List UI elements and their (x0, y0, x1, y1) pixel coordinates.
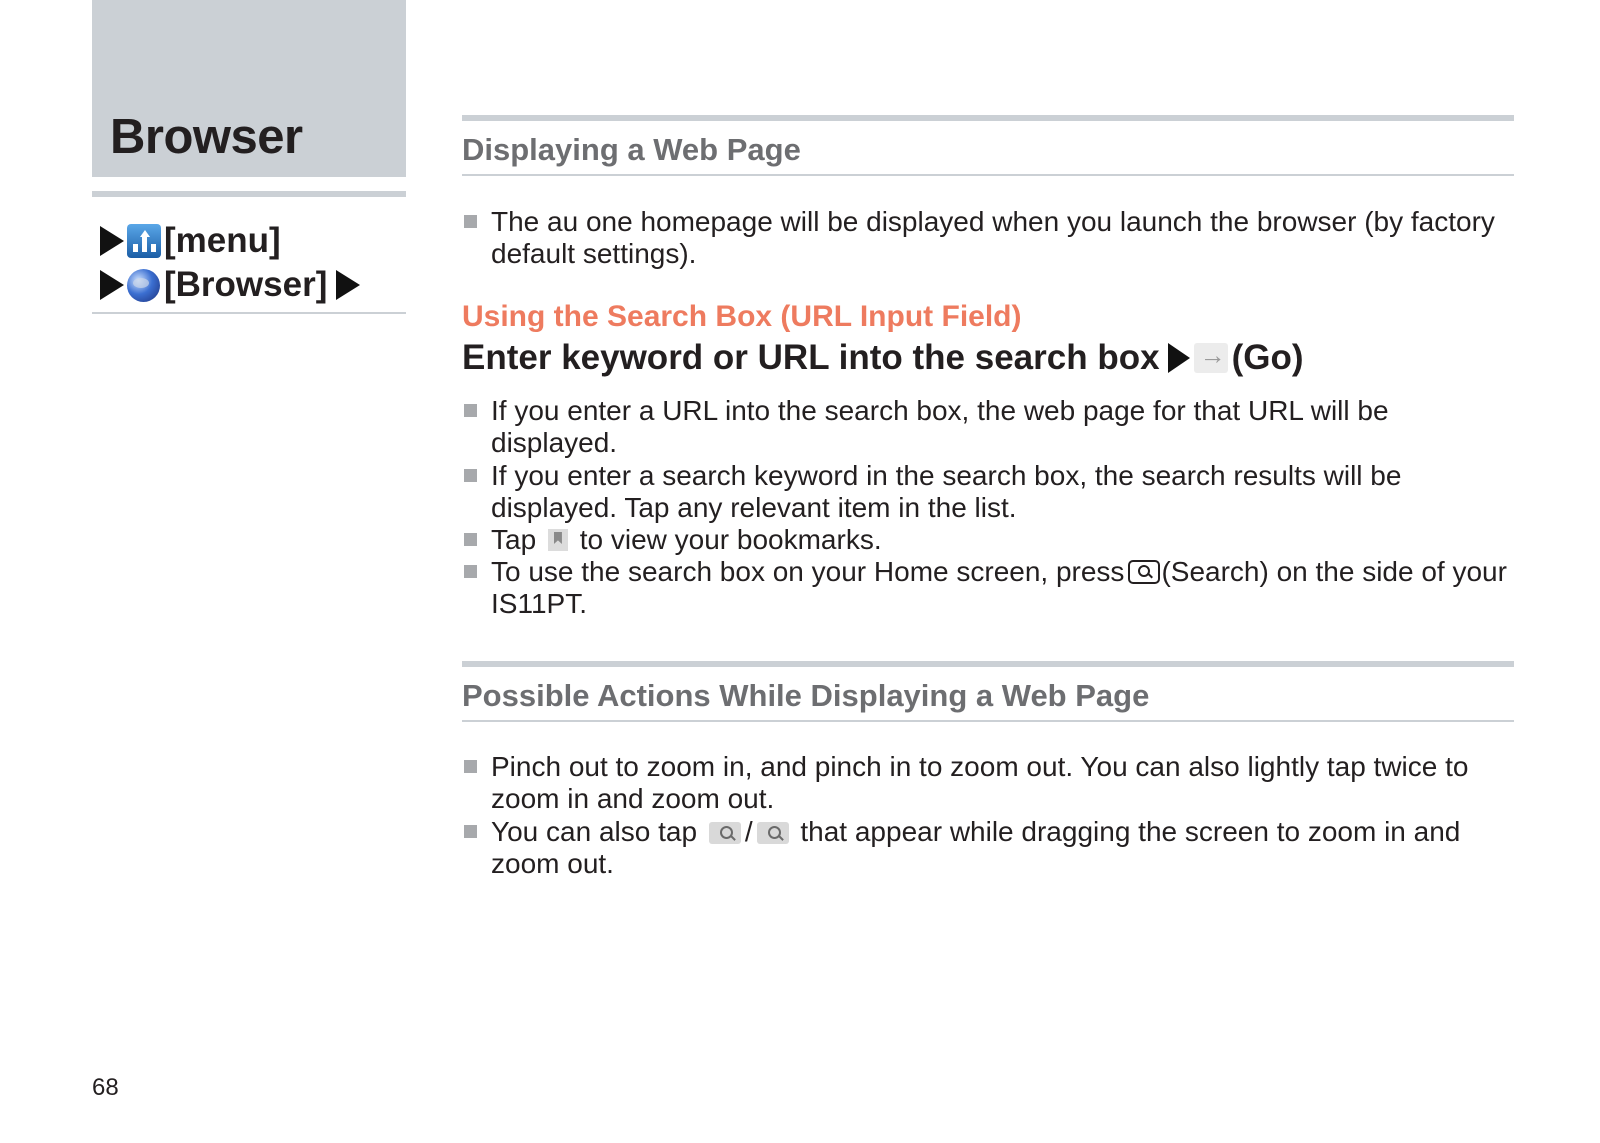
list-item: If you enter a URL into the search box, the web page for that URL will be displayed. (462, 395, 1514, 459)
bookmark-icon (548, 529, 568, 551)
bullet-square-icon (464, 825, 477, 838)
go-label: (Go) (1231, 338, 1304, 377)
arrow-right-icon (1168, 343, 1190, 373)
step-instruction (462, 338, 1303, 378)
arrow-right-icon (336, 270, 360, 300)
nav-browser-label: [Browser] (164, 265, 328, 304)
sidebar-divider-top (92, 191, 406, 197)
section-title-possible-actions: Possible Actions While Displaying a Web Page (462, 678, 1150, 713)
section-rule-bottom (462, 174, 1514, 176)
list-item: The au one homepage will be displayed when you launch the browser (by factory default settings). (462, 206, 1514, 270)
nav-path-browser (100, 265, 363, 305)
page-number: 68 (92, 1074, 119, 1101)
zoom-out-icon (757, 822, 789, 844)
list-item: Tap to view your bookmarks. (462, 524, 1514, 556)
bullet-square-icon (464, 404, 477, 417)
subheading-search-box: Using the Search Box (URL Input Field) (462, 300, 1022, 333)
nav-menu-label: [menu] (164, 221, 281, 260)
arrow-right-icon (100, 270, 124, 300)
go-arrow-icon (1194, 343, 1228, 373)
section-rule-bottom (462, 720, 1514, 722)
list-item: You can also tap / that appear while dragging the screen to zoom in and zoom out. (462, 816, 1514, 880)
bullet-square-icon (464, 533, 477, 546)
bullet-square-icon (464, 565, 477, 578)
bullet-square-icon (464, 215, 477, 228)
search-key-icon (1128, 560, 1160, 584)
nav-path-menu (100, 221, 281, 261)
section-rule-top (462, 661, 1514, 667)
list-item: If you enter a search keyword in the search box, the search results will be displayed. Tap any relevant item in the list. (462, 460, 1514, 524)
arrow-right-icon (100, 226, 124, 256)
zoom-in-icon (709, 822, 741, 844)
globe-icon (127, 269, 160, 302)
sidebar-divider-bottom (92, 312, 406, 314)
sidebar-title: Browser (110, 110, 303, 164)
sidebar-header (92, 0, 406, 177)
bullet-square-icon (464, 760, 477, 773)
list-item: Pinch out to zoom in, and pinch in to zoom out. You can also lightly tap twice to zoom in and zoom out. (462, 751, 1514, 815)
section-title-displaying: Displaying a Web Page (462, 132, 801, 167)
bullet-square-icon (464, 469, 477, 482)
list-item: To use the search box on your Home screen, press (Search) on the side of your IS11PT. (462, 556, 1514, 620)
step-text: Enter keyword or URL into the search box (462, 338, 1160, 377)
section-rule-top (462, 115, 1514, 121)
menu-key-icon (127, 224, 161, 258)
